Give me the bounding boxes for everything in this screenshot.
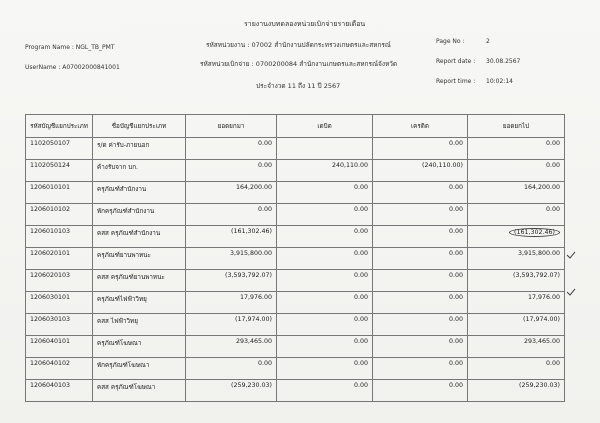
credit: 0.00: [373, 358, 468, 380]
brought-forward: (3,593,792.07): [186, 270, 277, 292]
account-code: 1206010102: [26, 204, 93, 226]
debit: 0.00: [277, 292, 373, 314]
account-code: 1206010101: [26, 182, 93, 204]
carried-forward: 164,200.00: [468, 182, 565, 204]
account-code: 1102050124: [26, 160, 93, 182]
brought-forward: 17,976.00: [186, 292, 277, 314]
account-code: 1206040103: [26, 380, 93, 402]
program-name: Program Name : NGL_TB_PMT: [25, 44, 115, 51]
pen-checkmark-icon: [566, 287, 576, 297]
carried-forward: 293,465.00: [468, 336, 565, 358]
table-row: [26, 314, 565, 336]
brought-forward: 0.00: [186, 358, 277, 380]
column-header-debit: เดบิต: [277, 115, 373, 138]
pen-checkmark-icon: [566, 250, 576, 260]
credit: 0.00: [373, 248, 468, 270]
report-period: ประจำงวด 11 ถึง 11 ปี 2567: [256, 82, 341, 90]
table-header-row: [26, 115, 565, 138]
carried-forward: (259,230.03): [468, 380, 565, 402]
brought-forward: 3,915,800.00: [186, 248, 277, 270]
debit: 0.00: [277, 248, 373, 270]
table-row: [26, 292, 565, 314]
debit: [277, 138, 373, 160]
credit: 0.00: [373, 226, 468, 248]
brought-forward: 0.00: [186, 160, 277, 182]
table-row: [26, 336, 565, 358]
credit: 0.00: [373, 204, 468, 226]
carried-forward: 0.00: [468, 160, 565, 182]
debit: 0.00: [277, 226, 373, 248]
credit: 0.00: [373, 336, 468, 358]
debit: 0.00: [277, 358, 373, 380]
report-time-label: Report time :: [436, 78, 476, 85]
account-name: พักครุภัณฑ์สำนักงาน: [93, 204, 186, 226]
carried-forward: 0.00: [468, 358, 565, 380]
account-name: ครุภัณฑ์ไฟฟ้าวิทยุ: [93, 292, 186, 314]
brought-forward: (161,302.46): [186, 226, 277, 248]
account-code: 1206040101: [26, 336, 93, 358]
debit: 0.00: [277, 336, 373, 358]
carried-forward: 17,976.00: [468, 292, 565, 314]
table-row: [26, 182, 565, 204]
account-code: 1206020101: [26, 248, 93, 270]
column-header-carried-forward: ยอดยกไป: [468, 115, 565, 138]
carried-forward: 0.00: [468, 204, 565, 226]
table-row: [26, 358, 565, 380]
carried-forward: (3,593,792.07): [468, 270, 565, 292]
credit: 0.00: [373, 380, 468, 402]
table-row: [26, 226, 565, 248]
disbursement-unit: รหัสหน่วยเบิกจ่าย : 0700200084 สำนักงานเกษตรและสหกรณ์จังหวัด: [200, 60, 398, 68]
debit: 0.00: [277, 380, 373, 402]
carried-forward: [468, 226, 565, 248]
account-name: ร/ด ค่ารับ-ภายนอก: [93, 138, 186, 160]
credit: 0.00: [373, 292, 468, 314]
column-header-account-name: ชื่อบัญชีแยกประเภท: [93, 115, 186, 138]
brought-forward: 164,200.00: [186, 182, 277, 204]
table-row: [26, 248, 565, 270]
brought-forward: 0.00: [186, 204, 277, 226]
account-code: 1206030103: [26, 314, 93, 336]
table-row: [26, 380, 565, 402]
debit: 240,110.00: [277, 160, 373, 182]
carried-forward: 0.00: [468, 138, 565, 160]
account-name: คสส ครุภัณฑ์สำนักงาน: [93, 226, 186, 248]
report-title: รายงานงบทดลองหน่วยเบิกจ่ายรายเดือน: [244, 20, 366, 28]
debit: 0.00: [277, 204, 373, 226]
account-code: 1206040102: [26, 358, 93, 380]
account-code: 1206030101: [26, 292, 93, 314]
carried-forward: (17,974.00): [468, 314, 565, 336]
brought-forward: 0.00: [186, 138, 277, 160]
account-name: ครุภัณฑ์ยานพาหนะ: [93, 248, 186, 270]
table-row: [26, 204, 565, 226]
credit: 0.00: [373, 182, 468, 204]
circled-annotation: (161,302.46): [509, 228, 560, 237]
credit: 0.00: [373, 138, 468, 160]
debit: 0.00: [277, 270, 373, 292]
credit: (240,110.00): [373, 160, 468, 182]
report-date-label: Report date :: [436, 58, 476, 65]
brought-forward: (259,230.03): [186, 380, 277, 402]
debit: 0.00: [277, 314, 373, 336]
column-header-account-code: รหัสบัญชีแยกประเภท: [26, 115, 93, 138]
account-name: พักครุภัณฑ์โฆษณา: [93, 358, 186, 380]
account-name: คสส ครุภัณฑ์ยานพาหนะ: [93, 270, 186, 292]
carried-forward: 3,915,800.00: [468, 248, 565, 270]
debit: 0.00: [277, 182, 373, 204]
brought-forward: 293,465.00: [186, 336, 277, 358]
account-name: คสส ครุภัณฑ์โฆษณา: [93, 380, 186, 402]
page-no-value: 2: [486, 38, 490, 45]
account-name: คสส ไฟฟ้าวิทยุ: [93, 314, 186, 336]
table-row: [26, 270, 565, 292]
account-name: ค้างรับจาก บก.: [93, 160, 186, 182]
column-header-credit: เครดิต: [373, 115, 468, 138]
credit: 0.00: [373, 314, 468, 336]
table-row: [26, 160, 565, 182]
table-row: [26, 138, 565, 160]
agency-code: รหัสหน่วยงาน : 07002 สำนักงานปลัดกระทรวงเกษตรและสหกรณ์: [206, 41, 391, 49]
user-name: UserName : A07002000841001: [25, 64, 120, 71]
credit: 0.00: [373, 270, 468, 292]
page-no-label: Page No :: [436, 38, 465, 45]
account-code: 1102050107: [26, 138, 93, 160]
brought-forward: (17,974.00): [186, 314, 277, 336]
report-time-value: 10:02:14: [486, 78, 513, 85]
report-date-value: 30.08.2567: [486, 58, 521, 65]
account-name: ครุภัณฑ์สำนักงาน: [93, 182, 186, 204]
account-name: ครุภัณฑ์โฆษณา: [93, 336, 186, 358]
account-code: 1206010103: [26, 226, 93, 248]
trial-balance-table: [25, 114, 565, 402]
account-code: 1206020103: [26, 270, 93, 292]
column-header-brought-forward: ยอดยกมา: [186, 115, 277, 138]
